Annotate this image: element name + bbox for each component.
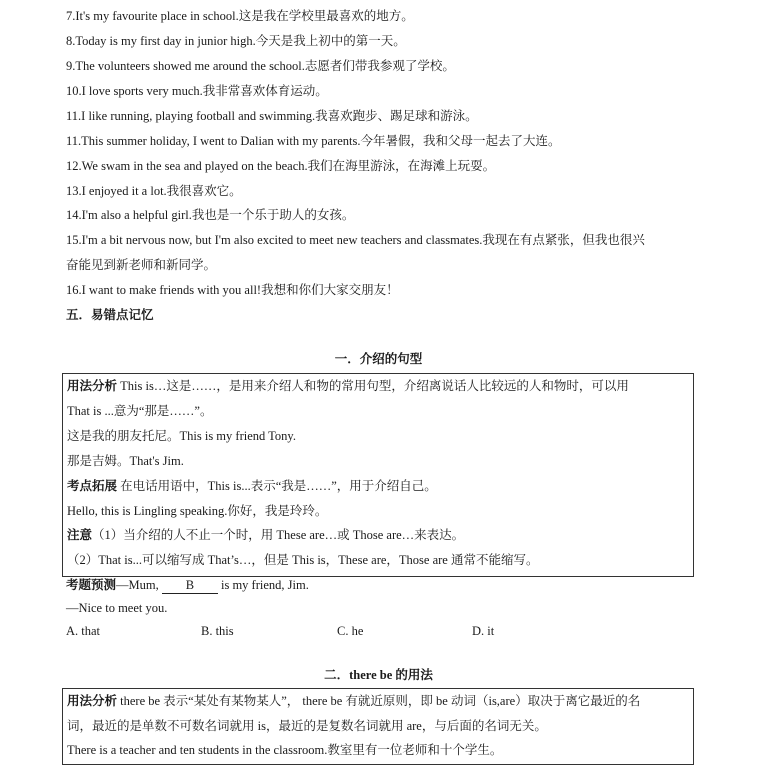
part2-usage-line: [67, 693, 640, 709]
part2-usage-label: 用法分析: [67, 694, 118, 708]
extension-line: [67, 478, 437, 494]
part2-title: 二．there be 的用法: [324, 668, 433, 682]
sentence-11a: 11.I like running, playing football and swimming.我喜欢跑步、踢足球和游泳。: [66, 109, 478, 123]
sentence-12: 12.We swam in the sea and played on the beach.我们在海里游泳，在海滩上玩耍。: [66, 159, 496, 173]
example-2: 那是吉姆。That's Jim.: [67, 454, 184, 468]
part2-example-1: There is a teacher and ten students in the classroom.教室里有一位老师和十个学生。: [67, 743, 503, 757]
part1-title: 一．介绍的句型: [334, 352, 423, 366]
sentence-8: 8.Today is my first day in junior high.今天是我上初中的第一天。: [66, 34, 406, 48]
example-3: Hello, this is Lingling speaking.你好，我是玲玲。: [67, 504, 328, 518]
note-2: （2）That is...可以缩写成 That’s…，但是 This is，These are，Those are 通常不能缩写。: [67, 553, 539, 567]
quiz-after: is my friend, Jim.: [217, 578, 309, 592]
part2-box: [62, 688, 694, 765]
part2-usage-text: there be 表示“某处有某物某人”， there be 有就近原则，即 be 动词（is,are）取决于离它最近的名: [117, 694, 641, 708]
example-1: 这是我的朋友托尼。This is my friend Tony.: [67, 429, 296, 443]
option-b: B. this: [201, 624, 234, 638]
sentence-15: 15.I'm a bit nervous now, but I'm also excited to meet new teachers and classmates.我现在有点紧张，但我也很兴: [66, 233, 645, 247]
usage-text: This is…这是……，是用来介绍人和物的常用句型，介绍离说话人比较远的人和物时，可以用: [117, 379, 629, 393]
note-label: 注意: [67, 528, 93, 542]
part1-box: [62, 373, 694, 577]
sentence-11b: 11.This summer holiday, I went to Dalian with my parents.今年暑假，我和父母一起去了大连。: [66, 134, 561, 148]
sentence-16: 16.I want to make friends with you all!我想和你们大家交朋友！: [66, 283, 399, 297]
usage-continuation: That is ...意为“那是……”。: [67, 404, 213, 418]
sentence-10: 10.I love sports very much.我非常喜欢体育运动。: [66, 84, 328, 98]
quiz-reply: —Nice to meet you.: [66, 601, 168, 615]
quiz-blank: B: [162, 577, 218, 594]
sentence-7: 7.It's my favourite place in school.这是我在学校里最喜欢的地方。: [66, 9, 414, 23]
note-1: （1）当介绍的人不止一个时，用 These are…或 Those are…来表达。: [92, 528, 465, 542]
option-c: C. he: [337, 624, 364, 638]
extension-text: 在电话用语中，This is...表示“我是……”，用于介绍自己。: [117, 479, 437, 493]
note-line-1: [67, 527, 464, 543]
option-a: A. that: [66, 624, 101, 638]
sentence-15-cont: 奋能见到新老师和新同学。: [66, 258, 217, 272]
extension-label: 考点拓展: [67, 479, 118, 493]
option-d: D. it: [472, 624, 495, 638]
sentence-14: 14.I'm also a helpful girl.我也是一个乐于助人的女孩。: [66, 208, 355, 222]
sentence-13: 13.I enjoyed it a lot.我很喜欢它。: [66, 184, 242, 198]
section-heading: 五．易错点记忆: [66, 308, 154, 322]
usage-label: 用法分析: [67, 379, 118, 393]
sentence-9: 9.The volunteers showed me around the school.志愿者们带我参观了学校。: [66, 59, 455, 73]
part1-usage-line: [67, 378, 629, 394]
part2-usage-continuation: 词，最近的是单数不可数名词就用 is，最近的是复数名词就用 are，与后面的名词无关。: [67, 719, 547, 733]
quiz-question: [66, 577, 309, 594]
quiz-before: —Mum,: [116, 578, 162, 592]
quiz-label: 考题预测: [66, 578, 117, 592]
